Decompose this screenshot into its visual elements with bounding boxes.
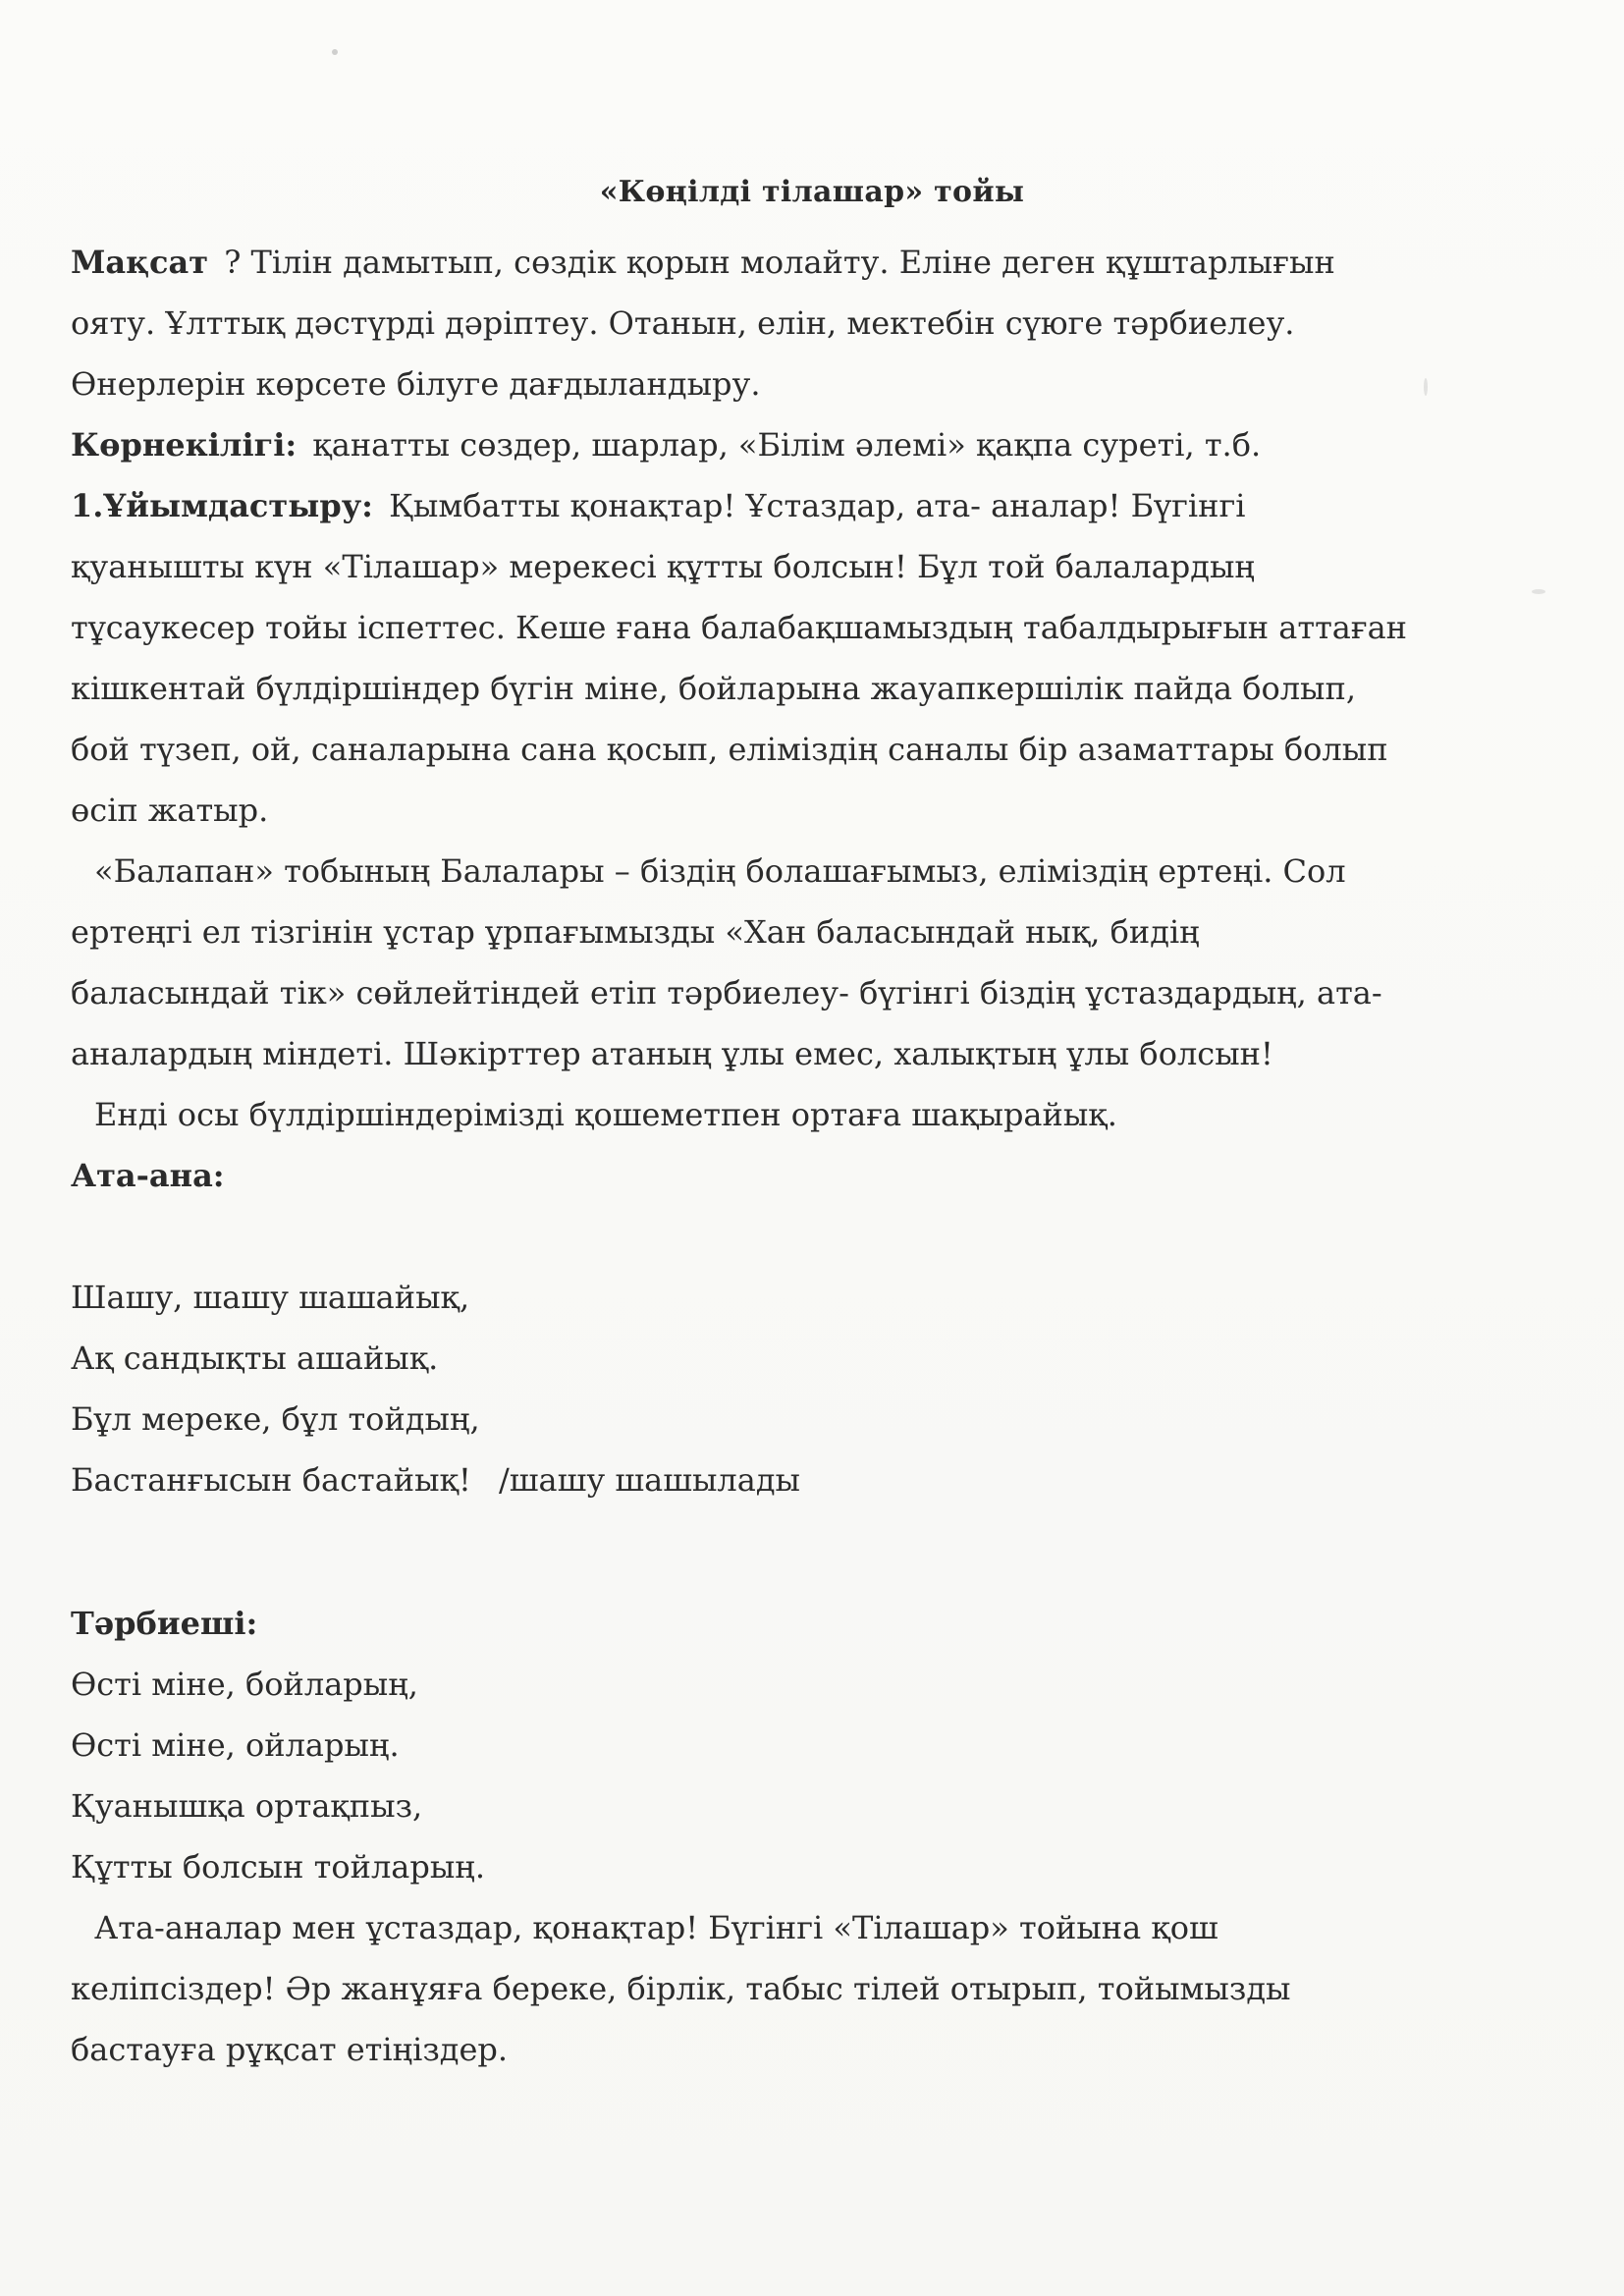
uiymdastyru-text-line: қуанышты күн «Тілашар» мерекесі құтты болсын! Бұл той балалардың	[71, 548, 1255, 585]
maksat-text-line: ? Тілін дамытып, сөздік қорын молайту. Еліне деген құштарлығын	[214, 244, 1335, 281]
balapan-text-line: «Балапан» тобының Балалары – біздің болашағымыз, еліміздің ертеңі. Сол	[94, 852, 1346, 890]
uiymdastyru-label: 1.Ұйымдастыру:	[71, 487, 373, 524]
tarbiesh-label: Тәрбиеші:	[71, 1605, 258, 1642]
verse-line: Шашу, шашу шашайық,	[71, 1279, 470, 1316]
spacer	[71, 1206, 1445, 1267]
verse-line: Бұл мереке, бұл тойдың,	[71, 1400, 480, 1438]
balapan-text-line: баласындай тік» сөйлейтіндей етіп тәрбиелеу- бүгінгі біздің ұстаздардың, ата-	[71, 974, 1382, 1011]
balapan-text-line: ертеңгі ел тізгінін ұстар ұрпағымызды «Хан баласындай нық, бидің	[71, 913, 1200, 951]
kornekiligi-text: қанатты сөздер, шарлар, «Білім әлемі» қақпа суреті, т.б.	[302, 426, 1262, 464]
spacer	[71, 1510, 1445, 1593]
closing-text-line: келіпсіздер! Әр жанұяға береке, бірлік, табыс тілей отырып, тойымызды	[71, 1970, 1291, 2007]
uiymdastyru-text-line: кішкентай бүлдіршіндер бүгін міне, бойларына жауапкершілік пайда болып,	[71, 670, 1357, 707]
uiymdastyru-text-line: Қымбатты қонақтар! Ұстаздар, ата- аналар! Бүгінгі	[378, 487, 1246, 524]
kornekiligi-label: Көрнекілігі:	[71, 426, 298, 464]
document-title: «Көңілді тілашар» тойы	[599, 175, 1025, 209]
verse-line: Қуанышқа ортақпыз,	[71, 1787, 423, 1825]
balapan-text-line: аналардың міндеті. Шәкірттер атаның ұлы емес, халықтың ұлы болсын!	[71, 1035, 1273, 1072]
verse-line: Өсті міне, бойларың,	[71, 1666, 418, 1703]
maksat-label: Мақсат	[71, 244, 209, 281]
document-body	[71, 232, 1445, 2080]
stage-direction: /шашу шашылады	[499, 1461, 800, 1499]
tarbiesh-verse	[71, 1654, 1445, 1897]
maksat-text-line: Өнерлерін көрсете білуге дағдыландыру.	[71, 365, 761, 403]
verse-line: Құтты болсын тойларың.	[71, 1848, 485, 1886]
ata-ana-label: Ата-ана:	[71, 1157, 225, 1194]
invite-text: Енді осы бүлдіршіндерімізді қошеметпен ортаға шақырайық.	[94, 1096, 1117, 1133]
scan-speck	[332, 49, 338, 55]
maksat-text-line: ояту. Ұлттық дәстүрді дәріптеу. Отанын, елін, мектебін сүюге тәрбиелеу.	[71, 304, 1295, 342]
uiymdastyru-paragraph	[71, 475, 1445, 841]
invite-paragraph	[71, 1084, 1445, 1145]
kornekiligi-paragraph	[71, 414, 1445, 475]
scan-speck	[1532, 589, 1545, 594]
verse-line: Өсті міне, ойларың.	[71, 1726, 400, 1764]
closing-text-line: бастауға рұқсат етіңіздер.	[71, 2031, 509, 2068]
closing-text-line: Ата-аналар мен ұстаздар, қонақтар! Бүгінгі «Тілашар» тойына қош	[94, 1909, 1218, 1946]
uiymdastyru-text-line: өсіп жатыр.	[71, 792, 269, 829]
verse-line: Ақ сандықты ашайық.	[71, 1339, 439, 1377]
maksat-paragraph	[71, 232, 1445, 414]
uiymdastyru-text-line: тұсаукесер тойы іспеттес. Кеше ғана балабақшамыздың табалдырығын аттаған	[71, 609, 1407, 646]
ata-ana-verse	[71, 1267, 1445, 1510]
uiymdastyru-text-line: бой түзеп, ой, саналарына сана қосып, еліміздің саналы бір азаматтары болып	[71, 731, 1388, 768]
closing-paragraph	[71, 1897, 1445, 2080]
balapan-paragraph	[71, 841, 1445, 1084]
verse-line: Бастанғысын бастайық!	[71, 1461, 471, 1499]
